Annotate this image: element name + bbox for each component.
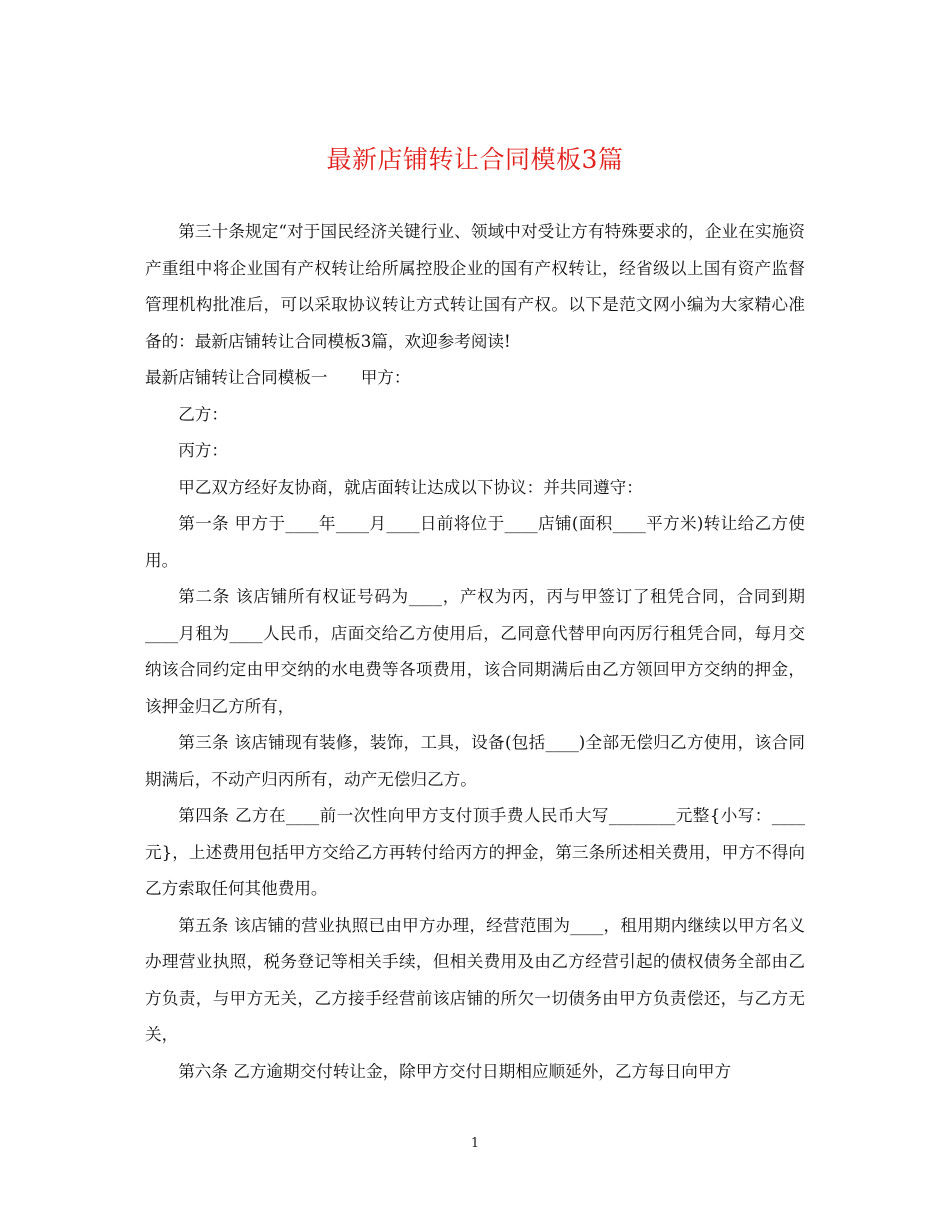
document-title: 最新店铺转让合同模板3篇 (326, 145, 624, 174)
article-5-paragraph: 第五条 该店铺的营业执照已由甲方办理，经营范围为____，租用期内继续以甲方名义办理营业执照，税务登记等相关手续，但相关费用及由乙方经营引起的债权债务全部由乙方负责，与甲方无关，乙方接手经营前该店铺的所欠一切债务由甲方负责偿还，与乙方无关， (145, 915, 805, 1044)
document-body (145, 214, 805, 1090)
article-2-paragraph: 第二条 该店铺所有权证号码为____，产权为丙，丙与甲签订了租凭合同，合同到期____月租为____人民币，店面交给乙方使用后，乙同意代替甲向丙厉行租凭合同，每月交纳该合同约定由甲交纳的水电费等各项费用，该合同期满后由乙方领回甲方交纳的押金，该押金归乙方所有， (145, 587, 805, 716)
intro-paragraph: 第三十条规定“对于国民经济关键行业、领域中对受让方有特殊要求的，企业在实施资产重组中将企业国有产权转让给所属控股企业的国有产权转让，经省级以上国有资产监督管理机构批准后，可以采取协议转让方式转让国有产权。以下是范文网小编为大家精心准备的：最新店铺转让合同模板3篇，欢迎参考阅读! (145, 222, 805, 351)
article-1-paragraph: 第一条 甲方于____年____月____日前将位于____店铺(面积____平方米)转让给乙方使用。 (145, 514, 805, 570)
article-3-paragraph: 第三条 该店铺现有装修，装饰，工具，设备(包括____)全部无偿归乙方使用，该合同期满后，不动产归丙所有，动产无偿归乙方。 (145, 733, 805, 789)
agreement-intro-paragraph: 甲乙双方经好友协商，就店面转让达成以下协议：并共同遵守： (178, 477, 643, 497)
party-b-line: 乙方： (178, 404, 228, 424)
article-4-paragraph: 第四条 乙方在____前一次性向甲方支付顶手费人民币大写________元整{小写：____元}，上述费用包括甲方交给乙方再转付给丙方的押金，第三条所述相关费用，甲方不得向乙方索取任何其他费用。 (145, 806, 805, 898)
article-6-paragraph: 第六条 乙方逾期交付转让金，除甲方交付日期相应顺延外，乙方每日向甲方 (178, 1061, 732, 1081)
party-c-line: 丙方： (178, 441, 228, 460)
page-number: 1 (470, 1136, 480, 1151)
template-heading-line: 最新店铺转让合同模板一 甲方： (145, 368, 411, 387)
